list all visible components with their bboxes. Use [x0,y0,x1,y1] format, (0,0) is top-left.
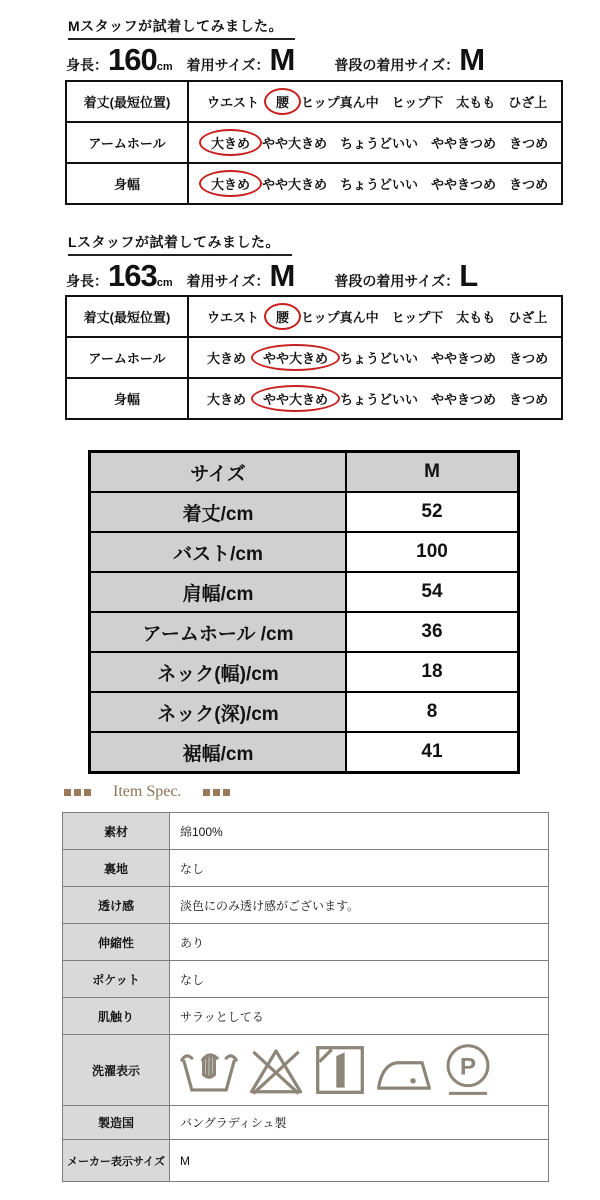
fit-row-options [188,122,562,163]
fit-option: ヒップ下 [391,310,444,325]
size-table-header-label: サイズ [90,452,347,493]
spec-row-label: 透け感 [63,887,170,924]
table-row [63,850,549,887]
table-row [66,378,562,419]
height-value: 163 [108,258,157,293]
m-staff-stats [66,42,484,78]
spec-row-value: バングラディシュ製 [170,1106,549,1140]
height-unit: cm [156,277,173,289]
fit-option: やや大きめ [251,344,340,371]
fit-option: やや大きめ [262,136,328,151]
table-row [90,692,519,732]
spec-row-label: 素材 [63,813,170,850]
wear-size-value: M [269,42,295,77]
dry-in-shade-icon [314,1044,366,1096]
fit-option: 腰 [264,303,301,330]
square-decoration-icon [203,789,230,796]
fit-option: ややきつめ [431,177,497,192]
size-row-label: 肩幅/cm [90,572,347,612]
table-row [63,1035,549,1106]
spec-row-label: メーカー表示サイズ [63,1140,170,1182]
fit-row-label: 着丈(最短位置) [66,296,188,337]
size-table-header-value: M [346,452,519,493]
fit-row-options [188,296,562,337]
table-row [66,81,562,122]
spec-row-value: あり [170,924,549,961]
m-staff-fit-table [65,80,563,205]
fit-row-options [188,81,562,122]
spec-row-value: 綿100% [170,813,549,850]
table-row [66,163,562,204]
fit-option: ややきつめ [431,351,497,366]
fit-option: ややきつめ [431,392,497,407]
fit-option: きつめ [509,392,549,407]
fit-option: ひざ上 [508,95,548,110]
l-staff-stats [66,258,477,294]
l-staff-section-title [68,232,292,256]
size-row-value: 36 [346,612,519,652]
fit-option: 大きめ [199,170,262,197]
size-row-label: ネック(深)/cm [90,692,347,732]
fit-option: 腰 [264,88,301,115]
usual-size-label: 普段の着用サイズ： [334,273,460,289]
fit-option: ウエスト [207,310,260,325]
fit-option: ひざ上 [508,310,548,325]
table-row [90,612,519,652]
table-row [90,572,519,612]
table-row [63,813,549,850]
fit-option: 大きめ [199,129,262,156]
spec-row-label: 裏地 [63,850,170,887]
svg-text:P: P [459,1053,477,1081]
table-row [63,998,549,1035]
fit-option: ヒップ真ん中 [301,310,379,325]
height-label: 身長： [66,273,108,289]
table-row [90,652,519,692]
table-row [90,532,519,572]
size-row-value: 8 [346,692,519,732]
fit-option: 大きめ [207,392,247,407]
size-row-label: 着丈/cm [90,492,347,532]
spec-row-value: サラッとしてる [170,998,549,1035]
m-staff-section-title [68,16,295,40]
fit-row-options [188,163,562,204]
spec-row-label: 伸縮性 [63,924,170,961]
fit-row-options [188,337,562,378]
size-row-label: ネック(幅)/cm [90,652,347,692]
table-row [63,961,549,998]
fit-row-label: 身幅 [66,163,188,204]
spec-row-value: なし [170,961,549,998]
fit-option: きつめ [509,136,549,151]
size-row-label: バスト/cm [90,532,347,572]
fit-option: 太もも [456,95,496,110]
spec-row-label: ポケット [63,961,170,998]
m-staff-title-text: Mスタッフが試着してみました。 [68,16,295,40]
fit-row-label: アームホール [66,337,188,378]
fit-row-options [188,378,562,419]
fit-option: 大きめ [207,351,247,366]
l-staff-fit-table [65,295,563,420]
fit-option: ヒップ真ん中 [301,95,379,110]
height-label: 身長： [66,57,108,73]
table-row [66,296,562,337]
spec-row-label: 製造国 [63,1106,170,1140]
square-decoration-icon [64,789,91,796]
iron-low-icon [375,1044,433,1096]
fit-option: やや大きめ [251,385,340,412]
spec-row-value: M [170,1140,549,1182]
fit-option: ウエスト [207,95,260,110]
table-row [63,887,549,924]
usual-size-label: 普段の着用サイズ： [334,57,460,73]
fit-option: ちょうどいい [340,136,419,151]
usual-size-value: M [459,42,485,77]
table-row [90,452,519,493]
wear-size-label: 着用サイズ： [186,57,270,73]
size-row-label: 裾幅/cm [90,732,347,773]
table-row [66,337,562,378]
fit-option: きつめ [509,177,549,192]
fit-option: きつめ [509,351,549,366]
fit-option: ちょうどいい [340,392,419,407]
item-spec-heading-text: Item Spec. [113,783,182,800]
fit-row-label: 身幅 [66,378,188,419]
size-row-label: アームホール /cm [90,612,347,652]
size-row-value: 100 [346,532,519,572]
table-row [66,122,562,163]
fit-row-label: 着丈(最短位置) [66,81,188,122]
fit-option: ややきつめ [431,136,497,151]
size-measurements-table [88,450,520,774]
table-row [63,1140,549,1182]
dry-clean-p-gentle-icon [442,1042,494,1098]
fit-option: やや大きめ [262,177,328,192]
fit-option: ちょうどいい [340,351,419,366]
table-row [90,732,519,773]
laundry-care-icons-cell [170,1035,549,1106]
fit-option: ちょうどいい [340,177,419,192]
table-row [90,492,519,532]
wear-size-value: M [269,258,295,293]
spec-row-label: 洗濯表示 [63,1035,170,1106]
size-row-value: 52 [346,492,519,532]
do-not-bleach-icon [247,1044,305,1096]
fit-row-label: アームホール [66,122,188,163]
fit-option: 太もも [456,310,496,325]
hand-wash-icon [180,1044,238,1096]
size-row-value: 54 [346,572,519,612]
spec-row-label: 肌触り [63,998,170,1035]
l-staff-title-text: Lスタッフが試着してみました。 [68,232,292,256]
wear-size-label: 着用サイズ： [186,273,270,289]
item-spec-table [62,812,549,1182]
table-row [63,924,549,961]
usual-size-value: L [459,258,478,293]
table-row [63,1106,549,1140]
spec-row-value: なし [170,850,549,887]
height-unit: cm [156,61,173,73]
size-row-value: 18 [346,652,519,692]
item-spec-heading [64,783,230,801]
fit-option: ヒップ下 [391,95,444,110]
spec-row-value: 淡色にのみ透け感がございます。 [170,887,549,924]
height-value: 160 [108,42,157,77]
size-row-value: 41 [346,732,519,773]
